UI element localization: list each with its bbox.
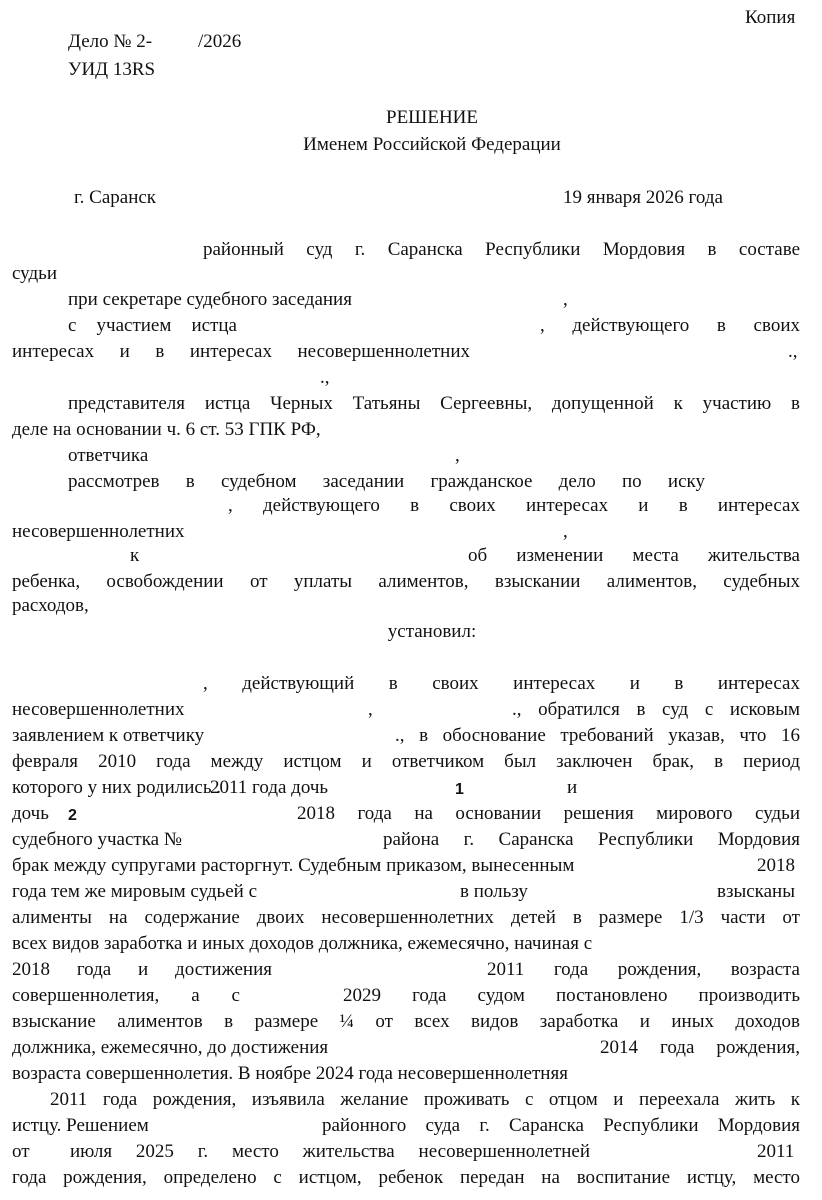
document-heading: РЕШЕНИЕ bbox=[386, 107, 478, 128]
body-text-segment: , bbox=[563, 521, 568, 542]
body-text-segment: алименты на содержание двоих несовершеннолетних детей в размере 1/3 части от bbox=[12, 907, 800, 928]
body-text-segment: июля 2025 г. место жительства несовершеннолетней bbox=[70, 1141, 590, 1162]
body-text-segment: совершеннолетия, а с bbox=[12, 985, 240, 1006]
body-text-segment: февраля 2010 года между истцом и ответчиком был заключен брак, в период bbox=[12, 751, 800, 772]
body-text-segment: взыскание алиментов в размере ¼ от всех видов заработка и иных доходов bbox=[12, 1011, 800, 1032]
case-number: Дело № 2- bbox=[68, 31, 153, 52]
body-text-segment: ., bbox=[788, 341, 798, 362]
body-text-segment: деле на основании ч. 6 ст. 53 ГПК РФ, bbox=[12, 419, 321, 440]
body-text-segment: ответчика bbox=[68, 445, 149, 466]
body-text-segment: всех видов заработка и иных доходов должника, ежемесячно, начиная с bbox=[12, 933, 593, 954]
case-uid: УИД 13RS bbox=[68, 59, 156, 80]
body-text-segment: 2018 года на основании решения мирового судьи bbox=[297, 803, 800, 824]
body-text-segment: , действующего в своих bbox=[540, 315, 800, 336]
body-text-segment: ., bbox=[320, 367, 330, 388]
body-text-segment: года тем же мировым судьей с bbox=[12, 881, 257, 902]
body-text-segment: расходов, bbox=[12, 595, 89, 616]
body-text-segment: интересах и в интересах несовершеннолетних bbox=[12, 341, 470, 362]
body-text-segment: ., обратился в суд с исковым bbox=[512, 699, 800, 720]
body-text-segment: заявлением к ответчику bbox=[12, 725, 205, 746]
child-number-marker: 2 bbox=[68, 807, 77, 824]
body-text-segment: представителя истца Черных Татьяны Сергеевны, допущенной к участию в bbox=[68, 393, 800, 414]
body-text-segment: ребенка, освобождении от уплаты алиментов, взыскании алиментов, судебных bbox=[12, 571, 800, 592]
body-text-segment: 2011 года рождения, возраста bbox=[487, 959, 800, 980]
body-text-segment: взысканы bbox=[717, 881, 795, 902]
city: г. Саранск bbox=[74, 187, 157, 208]
body-text-segment: которого у них родились . bbox=[12, 777, 222, 798]
body-text-segment: судебного участка № bbox=[12, 829, 182, 850]
body-text-segment: от bbox=[12, 1141, 30, 1162]
body-text-segment: брак между супругами расторгнут. Судебным приказом, вынесенным bbox=[12, 855, 575, 876]
body-text-segment: , bbox=[563, 289, 568, 310]
body-text-segment: года рождения, определено с истцом, ребенок передан на воспитание истцу, место bbox=[12, 1167, 800, 1188]
body-text-segment: при секретаре судебного заседания bbox=[68, 289, 352, 310]
body-text-segment: районный суд г. Саранска Республики Мордовия в составе bbox=[203, 239, 800, 260]
body-text-segment: 2011 года дочь bbox=[210, 777, 329, 798]
body-text-segment: возраста совершеннолетия. В ноябре 2024 года несовершеннолетняя bbox=[12, 1063, 568, 1084]
body-text-segment: района г. Саранска Республики Мордовия bbox=[383, 829, 800, 850]
body-text-segment: ., в обоснование требований указав, что 16 bbox=[395, 725, 800, 746]
body-text-segment: 2011 bbox=[757, 1141, 795, 1162]
body-text-segment: 2029 года судом постановлено производить bbox=[343, 985, 800, 1006]
body-text-segment: , действующий в своих интересах и в интересах bbox=[203, 673, 800, 694]
body-text-segment: об изменении места жительства bbox=[468, 545, 800, 566]
body-text-segment: с участием истца bbox=[68, 315, 237, 336]
body-text-segment: 2014 года рождения, bbox=[600, 1037, 800, 1058]
body-text-segment: в пользу bbox=[460, 881, 528, 902]
body-text-segment: рассмотрев в судебном заседании гражданское дело по иску bbox=[68, 471, 705, 492]
child-number-marker: 1 bbox=[455, 781, 464, 798]
body-text-segment: несовершеннолетних bbox=[12, 699, 185, 720]
body-text-segment: должника, ежемесячно, до достижения bbox=[12, 1037, 329, 1058]
section-heading: установил: bbox=[387, 621, 477, 642]
body-text-segment: несовершеннолетних bbox=[12, 521, 185, 542]
body-text-segment: судьи bbox=[12, 263, 57, 284]
body-text-segment: 2011 года рождения, изъявила желание проживать с отцом и переехала жить к bbox=[50, 1089, 800, 1110]
body-text-segment: районного суда г. Саранска Республики Мордовия bbox=[322, 1115, 800, 1136]
document-subheading: Именем Российской Федерации bbox=[303, 134, 561, 155]
body-text-segment: , bbox=[455, 445, 460, 466]
body-text-segment: 2018 bbox=[757, 855, 795, 876]
case-year: /2026 bbox=[198, 31, 242, 52]
body-text-segment: истцу. Решением bbox=[12, 1115, 149, 1136]
body-text-segment: 2018 года и достижения bbox=[12, 959, 272, 980]
copy-label: Копия bbox=[745, 7, 796, 28]
body-text-segment: , действующего в своих интересах и в интересах bbox=[228, 495, 800, 516]
body-text-segment: и bbox=[567, 777, 578, 798]
body-text-segment: к bbox=[130, 545, 140, 566]
decision-date: 19 января 2026 года bbox=[563, 187, 723, 208]
body-text-segment: , bbox=[368, 699, 373, 720]
body-text-segment: дочь bbox=[12, 803, 49, 824]
